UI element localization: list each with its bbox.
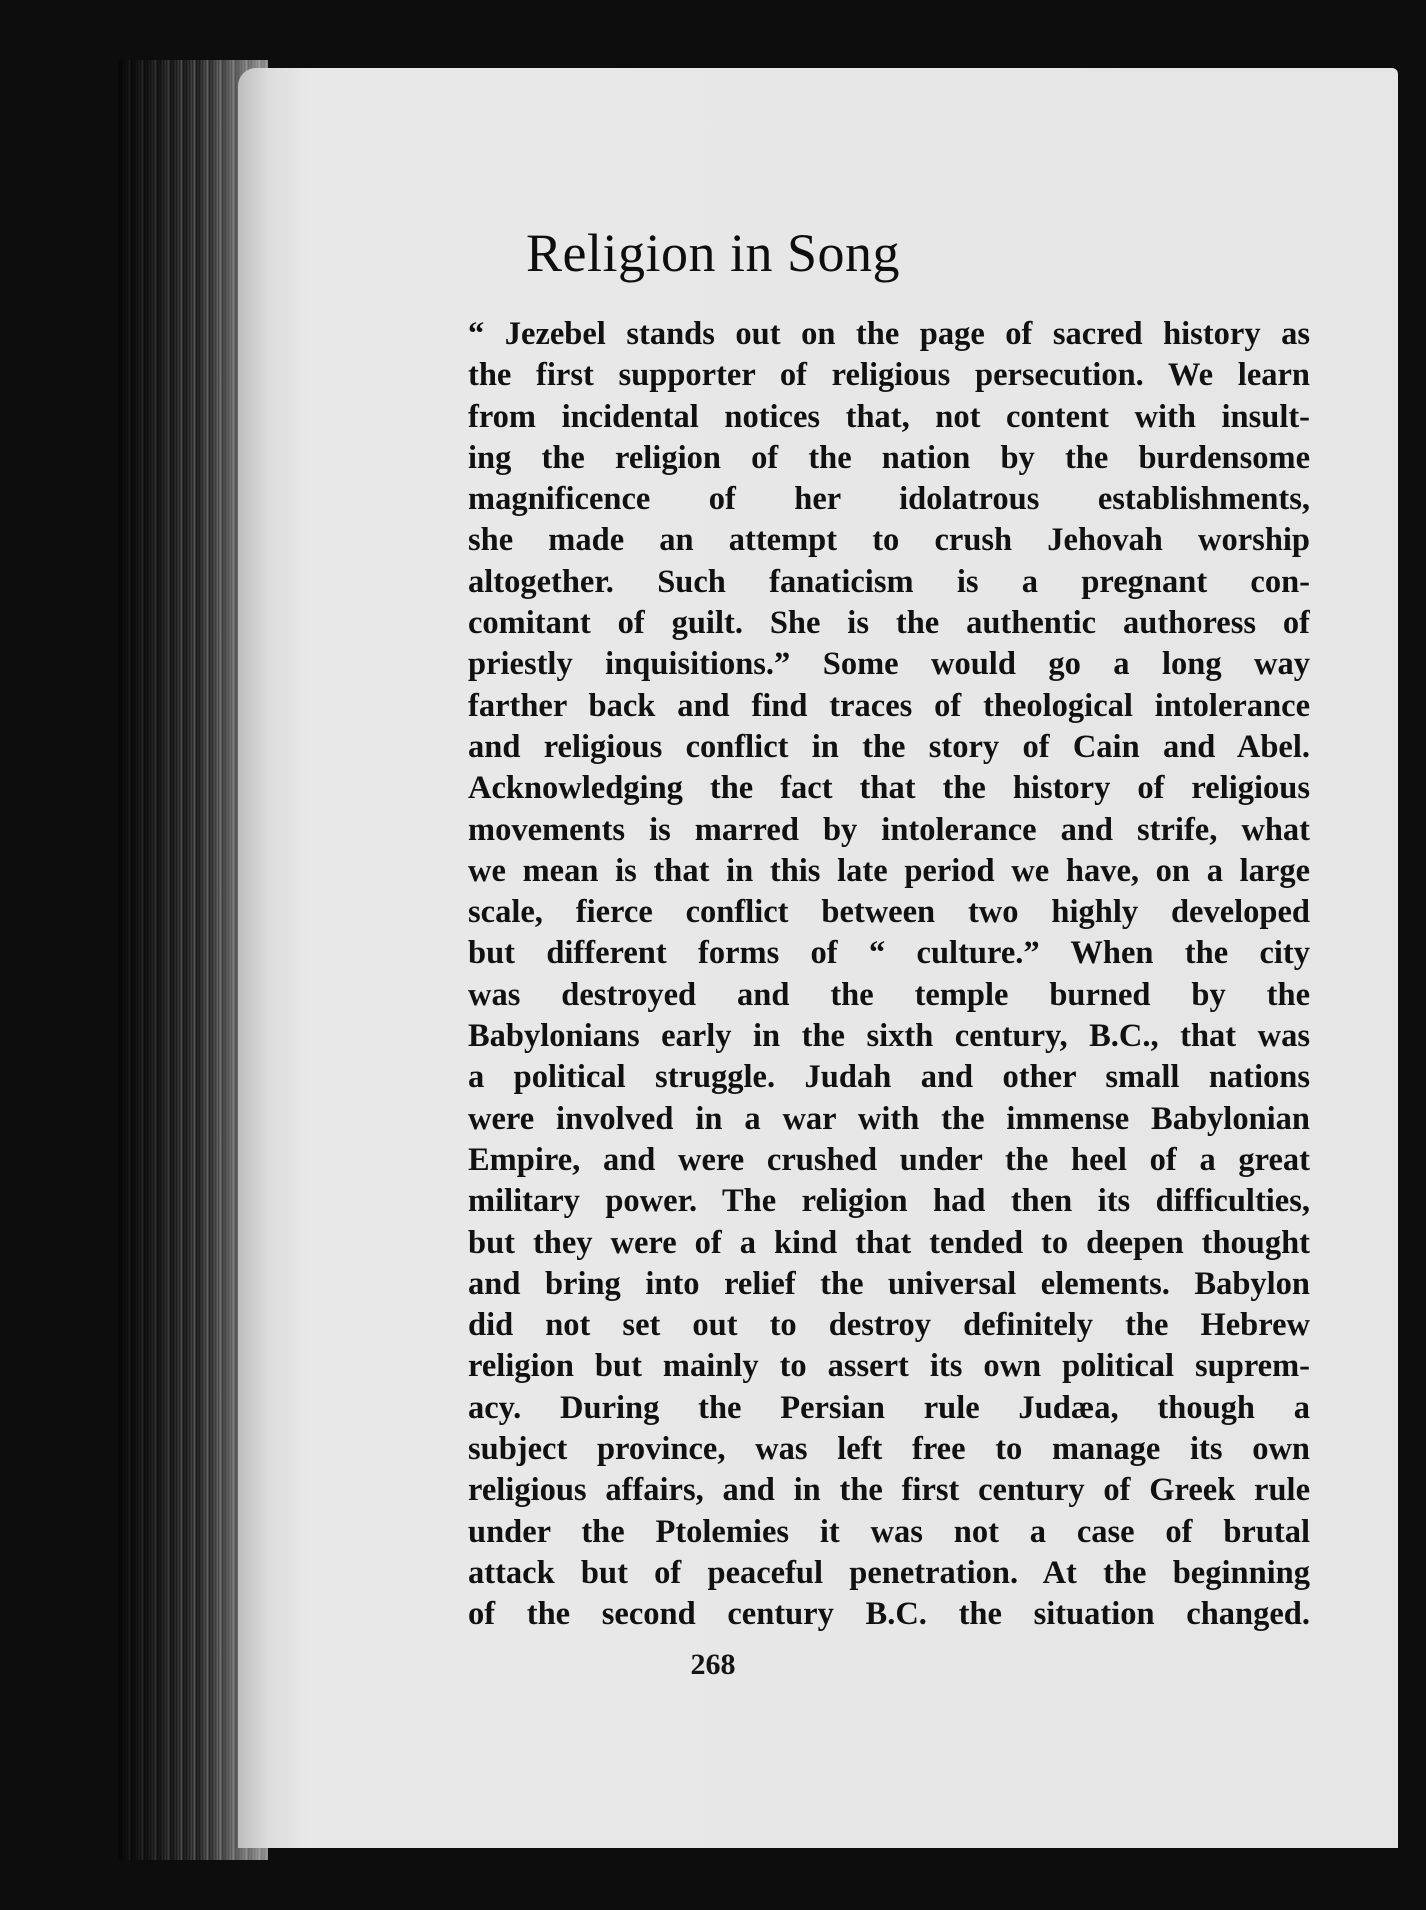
text-line: magnificence of her idolatrous establishments, (468, 481, 1310, 518)
text-line: farther back and find traces of theological intolerance (468, 687, 1310, 724)
text-line: did not set out to destroy definitely the Hebrew (468, 1307, 1310, 1344)
text-line: “ Jezebel stands out on the page of sacred history as (468, 316, 1310, 352)
text-line: religious affairs, and in the first century of Greek rule (468, 1472, 1310, 1509)
text-line: religion but mainly to assert its own political suprem- (468, 1348, 1310, 1385)
text-line: were involved in a war with the immense Babylonian (468, 1100, 1310, 1137)
text-line: military power. The religion had then its difficulties, (468, 1183, 1310, 1220)
text-line: attack but of peaceful penetration. At the beginning (468, 1554, 1310, 1591)
text-line: Empire, and were crushed under the heel of a great (468, 1141, 1310, 1178)
text-line: subject province, was left free to manage its own (468, 1431, 1310, 1468)
text-line: a political struggle. Judah and other small nations (468, 1059, 1310, 1096)
text-line: priestly inquisitions.” Some would go a long way (468, 646, 1310, 683)
running-head: Religion in Song (525, 223, 901, 283)
text-line: ing the religion of the nation by the burdensome (468, 439, 1310, 476)
text-line: of the second century B.C. the situation changed. (468, 1596, 1310, 1633)
text-line: but different forms of “ culture.” When the city (468, 935, 1310, 972)
text-line: she made an attempt to crush Jehovah worship (468, 522, 1310, 559)
text-line: scale, fierce conflict between two highly developed (468, 894, 1310, 931)
text-line: acy. During the Persian rule Judæa, though a (468, 1389, 1310, 1426)
body-text (468, 314, 1310, 1636)
text-line: Babylonians early in the sixth century, B.C., that was (468, 1018, 1310, 1055)
text-line: the first supporter of religious persecution. We learn (468, 357, 1310, 394)
page-number: 268 (690, 1648, 736, 1681)
text-line: and religious conflict in the story of Cain and Abel. (468, 728, 1310, 765)
text-line: but they were of a kind that tended to deepen thought (468, 1224, 1310, 1261)
text-line: movements is marred by intolerance and strife, what (468, 811, 1310, 848)
text-line: and bring into relief the universal elements. Babylon (468, 1265, 1310, 1302)
text-line: we mean is that in this late period we have, on a large (468, 852, 1310, 889)
text-line: was destroyed and the temple burned by the (468, 976, 1310, 1013)
text-line: under the Ptolemies it was not a case of brutal (468, 1513, 1310, 1550)
text-line: altogether. Such fanaticism is a pregnant con- (468, 563, 1310, 600)
text-line: Acknowledging the fact that the history of religious (468, 770, 1310, 807)
text-line: comitant of guilt. She is the authentic authoress of (468, 605, 1310, 642)
text-line: from incidental notices that, not content with insult- (468, 398, 1310, 435)
